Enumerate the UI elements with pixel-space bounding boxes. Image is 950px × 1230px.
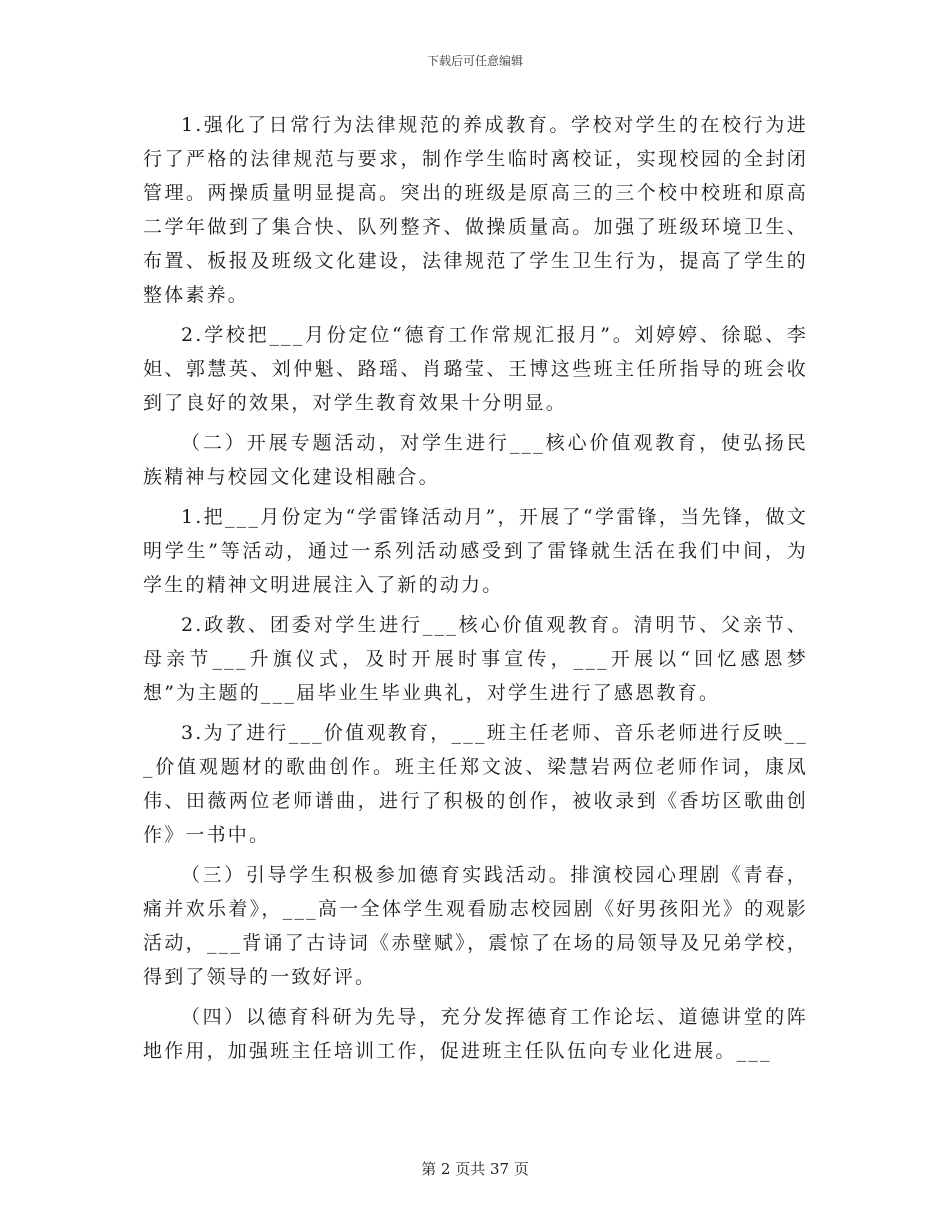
paragraph: 1.把___月份定为“学雷锋活动月”，开展了“学雷锋，当先锋，做文明学生”等活动，通过一系列活动感受到了雷锋就生活在我们中间，为学生的精神文明进展注入了新的动力。: [143, 506, 808, 596]
paragraph: 2.政教、团委对学生进行___核心价值观教育。清明节、父亲节、母亲节___升旗仪式，及时开展时事宣传，___开展以“回忆感恩梦想”为主题的___届毕业生毕业典礼，对学生进行了感恩教育。: [143, 614, 808, 704]
paragraph: （四）以德育科研为先导，充分发挥德育工作论坛、道德讲堂的阵地作用，加强班主任培训工作，促进班主任队伍向专业化进展。___: [143, 1006, 808, 1062]
paragraph: （二）开展专题活动，对学生进行___核心价值观教育，使弘扬民族精神与校园文化建设相融合。: [143, 432, 808, 488]
paragraph: 1.强化了日常行为法律规范的养成教育。学校对学生的在校行为进行了严格的法律规范与要求，制作学生临时离校证，实现校园的全封闭管理。两操质量明显提高。突出的班级是原高三的三个校中校班和原高二学年做到了集合快、队列整齐、做操质量高。加强了班级环境卫生、布置、板报及班级文化建设，法律规范了学生卫生行为，提高了学生的整体素养。: [143, 114, 808, 306]
document-body: [143, 108, 808, 1074]
paragraph: （三）引导学生积极参加德育实践活动。排演校园心理剧《青春，痛并欢乐着》，___高一全体学生观看励志校园剧《好男孩阳光》的观影活动，___背诵了古诗词《赤壁赋》，震惊了在场的局领导及兄弟学校，得到了领导的一致好评。: [143, 864, 808, 988]
page-header-note: 下载后可任意编辑: [426, 54, 523, 68]
paragraph: 3.为了进行___价值观教育，___班主任老师、音乐老师进行反映___价值观题材的歌曲创作。班主任郑文波、梁慧岩两位老师作词，康凤伟、田薇两位老师谱曲，进行了积极的创作，被收录到《香坊区歌曲创作》一书中。: [143, 722, 808, 846]
paragraph: 2.学校把___月份定位“德育工作常规汇报月”。刘婷婷、徐聪、李妲、郭慧英、刘仲魁、路瑶、肖璐莹、王博这些班主任所指导的班会收到了良好的效果，对学生教育效果十分明显。: [143, 324, 808, 414]
page-number: 第 2 页共 37 页: [421, 1160, 529, 1178]
